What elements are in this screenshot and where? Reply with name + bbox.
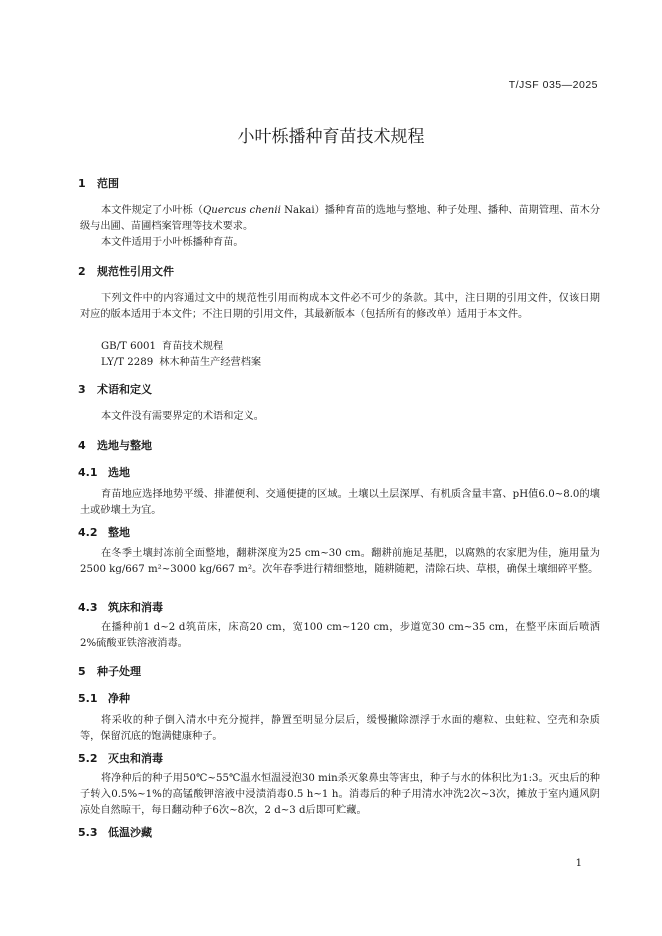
reference-code: LY/T 2289 — [101, 357, 154, 368]
s1-p1-pre: 本文件规定了小叶栎（ — [101, 205, 203, 216]
section-5-1-heading — [78, 690, 130, 706]
reference-name: 育苗技术规程 — [162, 341, 224, 352]
section-3-paragraph-1: 本文件没有需要界定的术语和定义。 — [101, 411, 264, 422]
section-3-heading — [78, 381, 152, 397]
section-2-heading — [78, 263, 174, 279]
section-4-3-title: 筑床和消毒 — [108, 601, 163, 614]
section-5-2-number: 5.2 — [78, 752, 98, 765]
section-5-2-paragraph: 将净种后的种子用50℃~55℃温水恒温浸泡30 min杀灭象鼻虫等害虫，种子与水的体积比为1:3。灭虫后的种子转入0.5%~1%的高锰酸钾溶液中浸渍消毒0.5 h~1 h。消毒后的种子用清水冲洗2次~3次，摊放于室内通风阴凉处自然晾干，每日翻动种子6次~8次，2 d~3 d后即可贮藏。 — [80, 773, 600, 816]
section-4-1-title: 选地 — [108, 466, 130, 479]
s1-p1-latin-name: Quercus chenii — [202, 205, 281, 216]
section-5-title: 种子处理 — [97, 665, 141, 678]
section-5-number: 5 — [78, 665, 86, 678]
section-4-2-number: 4.2 — [78, 526, 98, 539]
section-5-3-number: 5.3 — [78, 826, 98, 839]
section-1-paragraph-1 — [80, 203, 600, 235]
section-4-2-title: 整地 — [108, 526, 130, 539]
section-4-1-heading — [78, 464, 130, 480]
section-3-number: 3 — [78, 383, 86, 396]
section-5-1-number: 5.1 — [78, 692, 98, 705]
section-1-number: 1 — [78, 177, 86, 190]
section-2-paragraph-1: 下列文件中的内容通过文中的规范性引用而构成本文件必不可少的条款。其中，注日期的引用文件，仅该日期对应的版本适用于本文件；不注日期的引用文件，其最新版本（包括所有的修改单）适用于本文件。 — [80, 293, 600, 320]
section-4-3-paragraph: 在播种前1 d~2 d筑苗床，床高20 cm，宽100 cm~120 cm，步道宽30 cm~35 cm，在整平床面后喷洒2%硫酸亚铁溶液消毒。 — [80, 622, 600, 649]
section-4-heading — [78, 437, 152, 453]
section-5-3-heading — [78, 824, 152, 840]
section-4-2-paragraph: 在冬季土壤封冻前全面整地，翻耕深度为25 cm~30 cm。翻耕前施足基肥，以腐熟的农家肥为佳，施用量为2500 kg/667 m²~3000 kg/667 m²。次年春季进行精细整地，随耕随耙，清除石块、草根，确保土壤细碎平整。 — [80, 548, 600, 575]
section-1-title: 范围 — [97, 177, 119, 190]
section-4-1-paragraph: 育苗地应选择地势平缓、排灌便利、交通便捷的区域。土壤以土层深厚、有机质含量丰富、pH值6.0~8.0的壤土或砂壤土为宜。 — [80, 489, 600, 516]
section-4-1-number: 4.1 — [78, 466, 98, 479]
section-3-title: 术语和定义 — [97, 383, 152, 396]
section-5-2-title: 灭虫和消毒 — [108, 752, 163, 765]
standard-code: T/JSF 035—2025 — [508, 79, 598, 91]
reference-name: 林木种苗生产经营档案 — [159, 357, 262, 368]
section-4-number: 4 — [78, 439, 86, 452]
section-2-number: 2 — [78, 265, 86, 278]
section-2-title: 规范性引用文件 — [97, 265, 174, 278]
document-title: 小叶栎播种育苗技术规程 — [237, 127, 425, 147]
section-5-1-paragraph: 将采收的种子倒入清水中充分搅拌，静置至明显分层后，缓慢撇除漂浮于水面的瘪粒、虫蛀粒、空壳和杂质等，保留沉底的饱满健康种子。 — [80, 715, 600, 742]
page-number: 1 — [575, 858, 582, 869]
section-4-2-heading — [78, 524, 130, 540]
section-5-1-title: 净种 — [108, 692, 130, 705]
reference-item — [101, 339, 223, 355]
section-1-paragraph-2: 本文件适用于小叶栎播种育苗。 — [101, 237, 244, 248]
section-5-2-heading — [78, 750, 163, 766]
section-4-3-number: 4.3 — [78, 601, 98, 614]
section-5-heading — [78, 663, 141, 679]
section-4-title: 选地与整地 — [97, 439, 152, 452]
s1-p1-post: Nakai）播种育苗的选地与整地、种子处理、播种、苗期管理、苗木分级与出圃、苗圃档案管理等技术要求。 — [80, 205, 601, 232]
section-1-heading — [78, 175, 119, 191]
section-5-3-title: 低温沙藏 — [108, 826, 152, 839]
reference-item — [101, 355, 261, 371]
reference-code: GB/T 6001 — [101, 341, 157, 352]
section-4-3-heading — [78, 599, 163, 615]
